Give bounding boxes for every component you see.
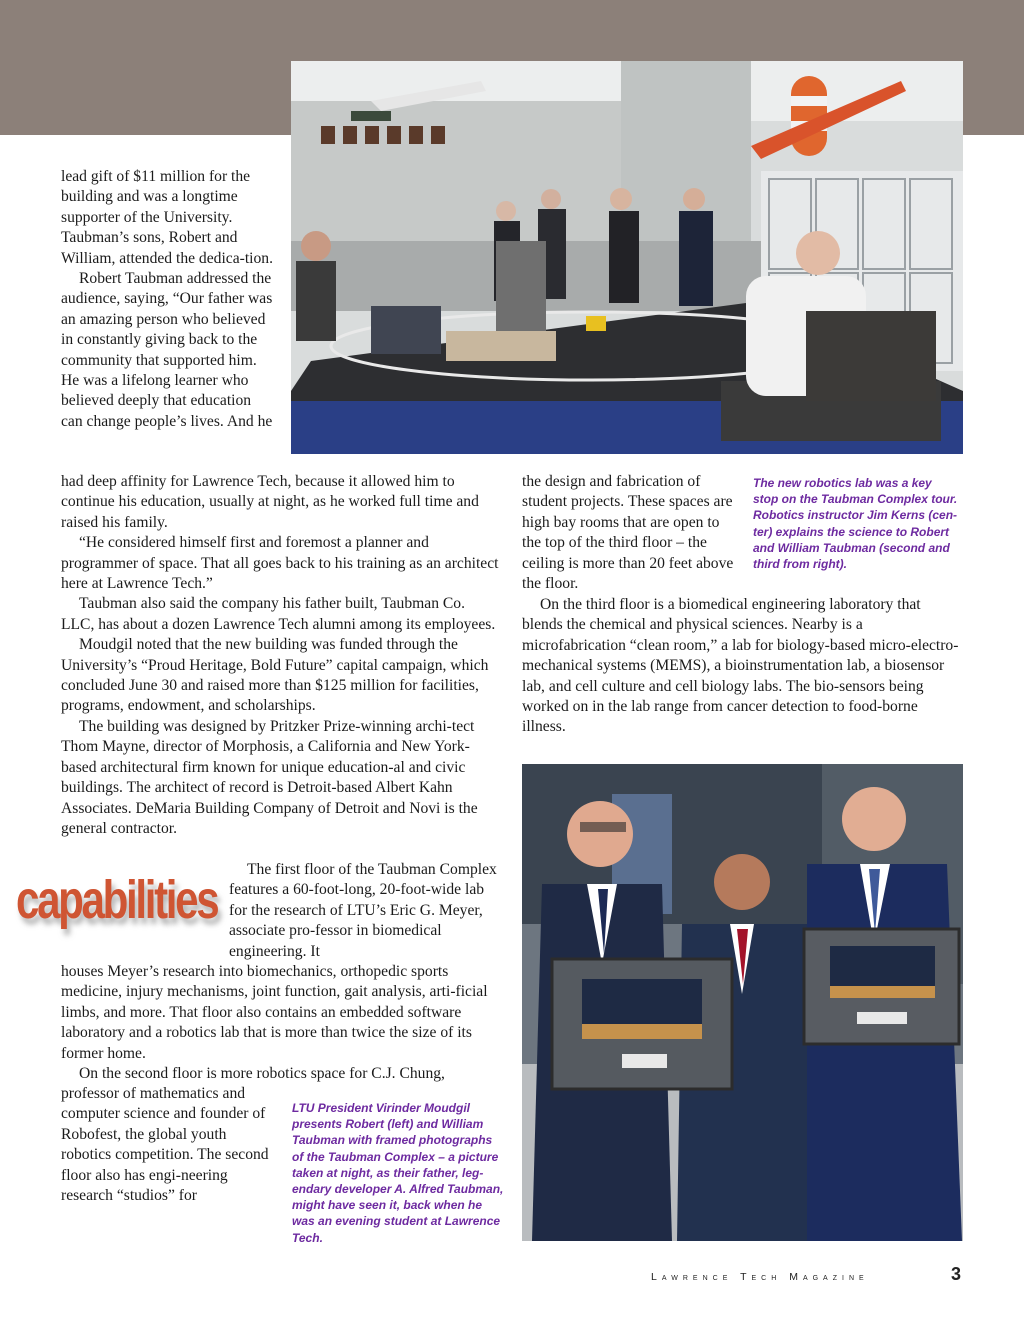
paragraph: houses Meyer’s research into biomechanics, orthopedic sports medicine, injury mechanisms, joint function, gait analysis, arti-ficial limbs, and more. That floor also contains an embedded software laboratory and a robotics lab that is more than twice the size of its former home. [61, 963, 488, 1062]
article-left-narrow [61, 167, 275, 432]
robotics-lab-illustration [291, 61, 963, 454]
caption-bottom-photo: LTU President Virinder Moudgil presents Robert (left) and William Taubman with framed photographs of the Taubman Complex – a picture taken at night, as their father, leg-endary developer A. Alfred Taubman, might have seen it, back when he was an evening student at Lawrence Tech. [292, 1101, 504, 1245]
page-number: 3 [951, 1264, 962, 1284]
magazine-title: Lawrence Tech Magazine [651, 1271, 869, 1283]
paragraph: the design and fabrication of student projects. These spaces are high bay rooms that are open to the top of the third floor – the ceiling is more than 20 feet above the floor. [522, 473, 734, 593]
pullquote-word: capabilities [16, 870, 218, 930]
presentation-illustration [522, 764, 963, 1241]
paragraph: lead gift of $11 million for the building and was a longtime supporter of the University. Taubman’s sons, Robert and William, attended the dedica-tion. [61, 168, 273, 267]
paragraph: Moudgil noted that the new building was funded through the University’s “Proud Heritage, Bold Future” capital campaign, which concluded June 30 and raised more than $125 million for facilities, programs, endowment, and scholarships. [61, 636, 489, 715]
paragraph: had deep affinity for Lawrence Tech, because it allowed him to continue his education, usually at night, as he worked full time and raised his family. [61, 473, 479, 531]
paragraph: Taubman also said the company his father built, Taubman Co. LLC, has about a dozen Lawrence Tech alumni among its employees. [61, 595, 496, 633]
robotics-lab-photo [291, 61, 963, 454]
article-right-narrow [522, 472, 734, 594]
magazine-footer [651, 1271, 869, 1283]
article-second-floor [61, 1084, 273, 1206]
article-right-wide [522, 595, 962, 738]
paragraph: “He considered himself first and foremost a planner and programmer of space. That all goes back to his training as an architect here at Lawrence Tech.” [61, 534, 499, 593]
article-left-wide [61, 472, 501, 839]
paragraph: On the second floor is more robotics space for C.J. Chung, [79, 1065, 445, 1083]
paragraph: On the third floor is a biomedical engineering laboratory that blends the chemical and physical sciences. Nearby is a microfabrication “clean room,” a lab for biology-based micro-electro-mechanical systems (MEMS), a bioinstrumentation lab, a biosensor lab, and cell culture and cell biology labs. The bio-sensors being worked on in the lab range from cancer detection to food-borne illness. [522, 596, 959, 736]
caption-top-photo: The new robotics lab was a key stop on the Taubman Complex tour. Robotics instructor Jim Kerns (cen-ter) explains the science to Robert and William Taubman (second and third from right). [753, 476, 958, 572]
article-first-floor-rest [61, 962, 501, 1084]
paragraph: The first floor of the Taubman Complex features a 60-foot-long, 20-foot-wide lab for the research of LTU’s Eric G. Meyer, associate pro-fessor in biomedical engineering. It [229, 861, 497, 960]
paragraph: Robert Taubman addressed the audience, saying, “Our father was an amazing person who believed in constantly giving back to the community that supported him. He was a lifelong learner who believed deeply that education can change people’s lives. And he [61, 270, 273, 430]
article-first-floor-intro [229, 860, 501, 962]
paragraph: professor of mathematics and computer science and founder of Robofest, the global youth robotics competition. The second floor also has engi-neering research “studios” for [61, 1085, 269, 1205]
paragraph: The building was designed by Pritzker Prize-winning archi-tect Thom Mayne, director of Morphosis, a California and New York-based architectural firm known for unique education-al and civic buildings. The architect of record is Detroit-based Albert Kahn Associates. DeMaria Building Company of Detroit and Novi is the general contractor. [61, 717, 478, 837]
presentation-photo [522, 764, 963, 1241]
